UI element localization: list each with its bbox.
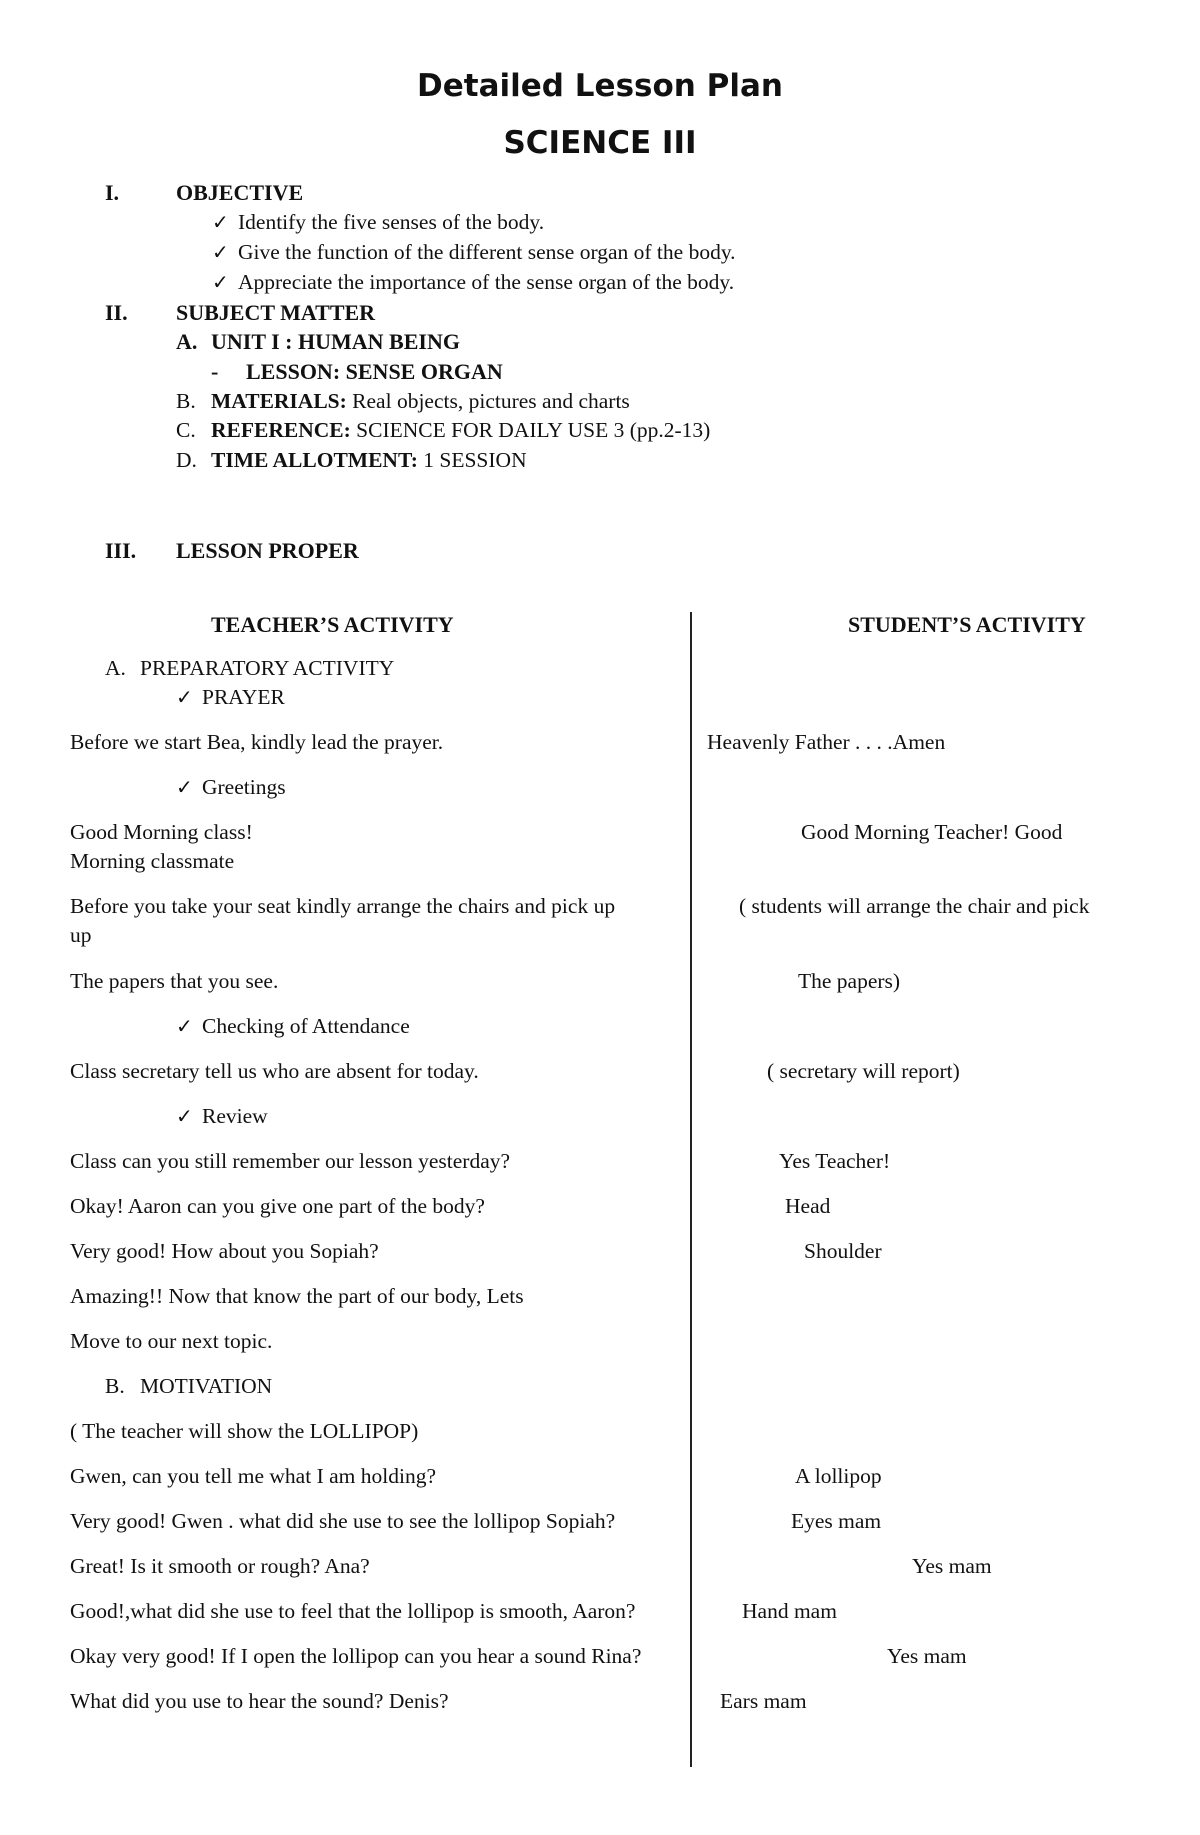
teacher-line: Okay! Aaron can you give one part of the body? xyxy=(70,1194,485,1218)
teacher-column-header: TEACHER’S ACTIVITY xyxy=(211,612,454,637)
greetings-label: ✓ Greetings xyxy=(176,775,286,799)
teacher-line: ( The teacher will show the LOLLIPOP) xyxy=(70,1419,419,1443)
column-divider xyxy=(690,612,692,1767)
student-line: Yes mam xyxy=(887,1644,967,1668)
prep-heading: A. PREPARATORY ACTIVITY xyxy=(105,656,395,680)
prayer-label: ✓ PRAYER xyxy=(176,685,285,709)
page-subtitle: SCIENCE III xyxy=(503,125,697,161)
teacher-line: Amazing!! Now that know the part of our body, Lets xyxy=(70,1284,524,1308)
student-line: Head xyxy=(785,1194,831,1218)
student-line: Good Morning Teacher! Good xyxy=(801,820,1063,844)
page-title: Detailed Lesson Plan xyxy=(417,68,783,104)
teacher-line: Before we start Bea, kindly lead the prayer. xyxy=(70,730,444,754)
student-line-wrap: Morning classmate xyxy=(70,849,235,873)
objective-item: ✓ Appreciate the importance of the sense organ of the body. xyxy=(212,270,735,294)
lesson-bullet: - xyxy=(211,359,219,384)
unit-text: UNIT I : HUMAN BEING xyxy=(211,329,460,354)
section-heading-objective: OBJECTIVE xyxy=(176,180,304,205)
check-icon: ✓ xyxy=(176,1016,193,1038)
teacher-line: The papers that you see. xyxy=(70,969,279,993)
motivation-heading: B. MOTIVATION xyxy=(105,1374,273,1398)
section-numeral-lesson: III. xyxy=(105,538,137,563)
section-heading-lesson: LESSON PROPER xyxy=(176,538,359,563)
materials-row: B. MATERIALS: Real objects, pictures and charts xyxy=(176,389,630,413)
lesson-text: LESSON: SENSE ORGAN xyxy=(246,359,503,384)
student-line: ( students will arrange the chair and pick xyxy=(739,894,1090,918)
teacher-line: Gwen, can you tell me what I am holding? xyxy=(70,1464,436,1488)
student-line: Hand mam xyxy=(742,1599,837,1623)
section-heading-subject: SUBJECT MATTER xyxy=(176,300,376,325)
attendance-label: ✓ Checking of Attendance xyxy=(176,1014,410,1038)
section-numeral-subject: II. xyxy=(105,300,128,325)
reference-row: C. REFERENCE: SCIENCE FOR DAILY USE 3 (pp.2-13) xyxy=(176,418,711,442)
student-line: Eyes mam xyxy=(791,1509,882,1533)
check-icon: ✓ xyxy=(212,242,229,264)
teacher-line: Good!,what did she use to feel that the lollipop is smooth, Aaron? xyxy=(70,1599,636,1623)
teacher-line: Class secretary tell us who are absent for today. xyxy=(70,1059,479,1083)
student-line: Shoulder xyxy=(804,1239,882,1263)
check-icon: ✓ xyxy=(176,1106,193,1128)
check-icon: ✓ xyxy=(212,212,229,234)
teacher-line: Good Morning class! xyxy=(70,820,253,844)
student-line-wrap: up xyxy=(70,923,92,947)
teacher-line: Move to our next topic. xyxy=(70,1329,273,1353)
check-icon: ✓ xyxy=(212,272,229,294)
teacher-line: Very good! Gwen . what did she use to see the lollipop Sopiah? xyxy=(70,1509,616,1533)
section-numeral-objective: I. xyxy=(105,180,120,205)
teacher-line: Great! Is it smooth or rough? Ana? xyxy=(70,1554,370,1578)
student-line: The papers) xyxy=(798,969,901,993)
teacher-line: Okay very good! If I open the lollipop can you hear a sound Rina? xyxy=(70,1644,642,1668)
teacher-line: Very good! How about you Sopiah? xyxy=(70,1239,379,1263)
student-line: Yes Teacher! xyxy=(779,1149,891,1173)
time-allotment-row: D. TIME ALLOTMENT: 1 SESSION xyxy=(176,448,527,472)
student-line: Heavenly Father . . . .Amen xyxy=(707,730,946,754)
objective-item: ✓ Give the function of the different sense organ of the body. xyxy=(212,240,736,264)
teacher-line: What did you use to hear the sound? Denis? xyxy=(70,1689,449,1713)
objective-item: ✓ Identify the five senses of the body. xyxy=(212,210,545,234)
student-line: Yes mam xyxy=(912,1554,992,1578)
student-line: A lollipop xyxy=(795,1464,882,1488)
teacher-line: Class can you still remember our lesson yesterday? xyxy=(70,1149,511,1173)
check-icon: ✓ xyxy=(176,687,193,709)
student-line: Ears mam xyxy=(720,1689,807,1713)
unit-letter: A. xyxy=(176,329,198,354)
student-column-header: STUDENT’S ACTIVITY xyxy=(848,612,1086,637)
student-line: ( secretary will report) xyxy=(767,1059,960,1083)
review-label: ✓ Review xyxy=(176,1104,268,1128)
teacher-line: Before you take your seat kindly arrange the chairs and pick up xyxy=(70,894,616,918)
check-icon: ✓ xyxy=(176,777,193,799)
